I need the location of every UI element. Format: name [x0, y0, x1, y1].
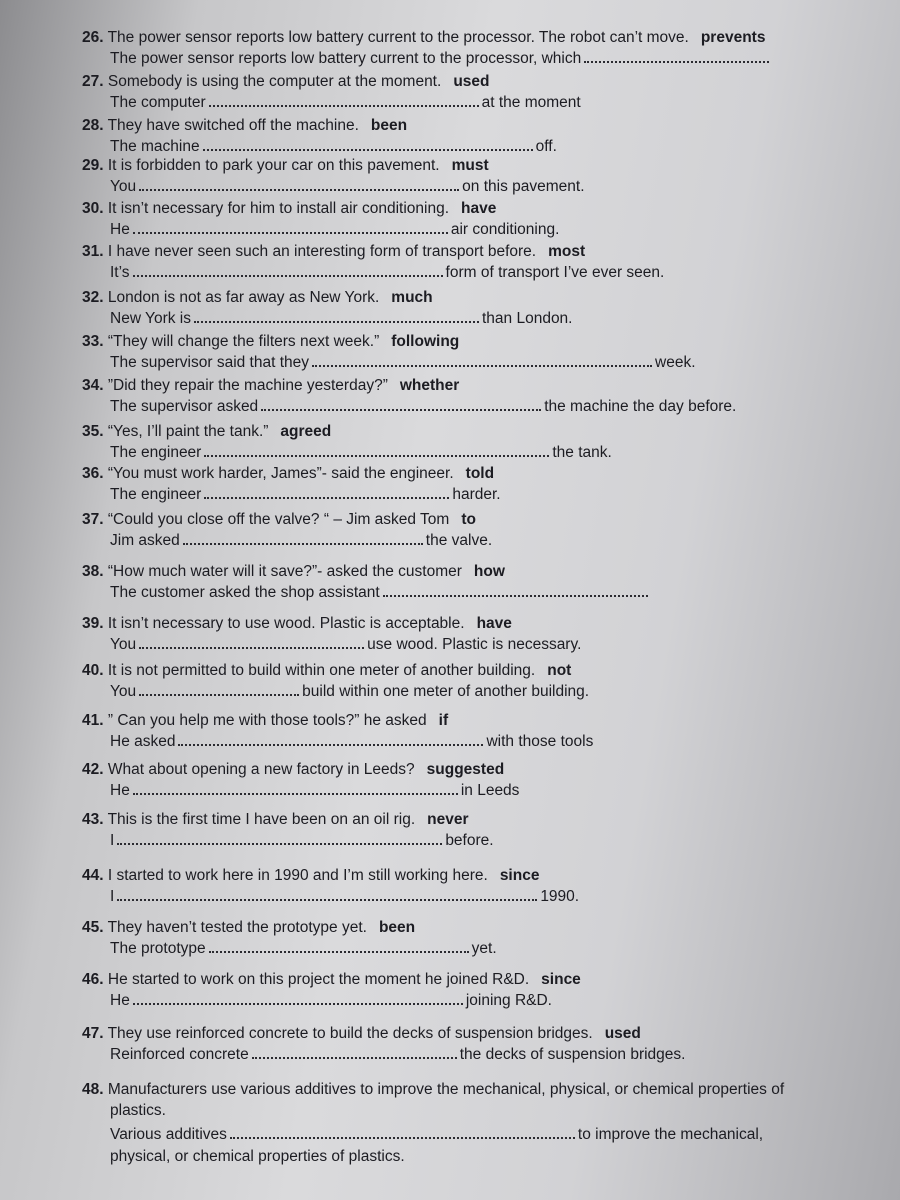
- answer-blank[interactable]: [383, 591, 648, 597]
- answer-lead: I: [110, 832, 115, 849]
- original-sentence: “Could you close off the valve? “ – Jim asked Tom: [107, 511, 450, 528]
- answer-line: [82, 263, 880, 285]
- answer-blank[interactable]: [209, 101, 479, 107]
- keyword: used: [604, 1025, 641, 1042]
- answer-lead: The machine: [110, 138, 200, 155]
- answer-lead: It’s: [110, 264, 130, 281]
- answer-tail-continuation: physical, or chemical properties of plastics.: [110, 1148, 405, 1165]
- item-number: 39.: [82, 615, 104, 632]
- exercise-item: [82, 760, 880, 803]
- original-sentence: ” Can you help me with those tools?” he asked: [107, 712, 427, 729]
- exercise-prompt-line: [82, 760, 880, 781]
- item-number: 41.: [82, 712, 104, 729]
- original-sentence: This is the first time I have been on an oil rig.: [107, 811, 416, 828]
- answer-blank[interactable]: [183, 539, 423, 545]
- original-sentence: It isn’t necessary for him to install air conditioning.: [107, 200, 450, 217]
- answer-tail: harder.: [452, 486, 501, 503]
- original-sentence: ”Did they repair the machine yesterday?”: [107, 377, 388, 394]
- keyword: whether: [399, 377, 460, 394]
- item-number: 40.: [82, 662, 104, 679]
- answer-blank[interactable]: [117, 895, 537, 901]
- exercise-item: [82, 711, 880, 754]
- item-number: 48.: [82, 1081, 104, 1098]
- answer-lead: You: [110, 178, 137, 195]
- answer-blank[interactable]: [584, 57, 769, 63]
- item-number: 44.: [82, 867, 104, 884]
- answer-line: [82, 443, 880, 465]
- item-number: 30.: [82, 200, 104, 217]
- answer-blank[interactable]: [178, 740, 483, 746]
- answer-tail: yet.: [471, 940, 497, 957]
- original-sentence: Somebody is using the computer at the moment.: [107, 73, 442, 90]
- exercise-item: [82, 422, 880, 465]
- item-number: 37.: [82, 511, 104, 528]
- item-number: 29.: [82, 157, 104, 174]
- exercise-prompt-line: [82, 562, 880, 583]
- answer-line: [82, 732, 880, 754]
- answer-lead: The engineer: [110, 444, 202, 461]
- exercise-item: [82, 1024, 880, 1067]
- answer-blank[interactable]: [133, 271, 443, 277]
- keyword: have: [476, 615, 512, 632]
- answer-line: [82, 682, 880, 704]
- exercise-prompt-line: [82, 72, 880, 93]
- exercise-item: [82, 866, 880, 909]
- answer-tail: the tank.: [552, 444, 612, 461]
- answer-lead: New York is: [110, 310, 191, 327]
- keyword: must: [451, 157, 489, 174]
- original-sentence: They haven’t tested the prototype yet.: [107, 919, 367, 936]
- answer-tail: to improve the mechanical,: [577, 1126, 764, 1143]
- answer-blank[interactable]: [204, 493, 449, 499]
- keyword: since: [541, 971, 581, 988]
- original-sentence: He started to work on this project the moment he joined R&D.: [107, 971, 530, 988]
- answer-tail: than London.: [481, 310, 573, 327]
- answer-blank[interactable]: [261, 405, 541, 411]
- original-sentence: They have switched off the machine.: [107, 117, 359, 134]
- exercise-item: [82, 1080, 880, 1167]
- keyword: if: [438, 712, 449, 729]
- answer-line: [82, 1045, 880, 1067]
- answer-line: [82, 309, 880, 331]
- answer-blank[interactable]: [117, 839, 442, 845]
- answer-blank[interactable]: [133, 228, 448, 234]
- exercise-item: [82, 156, 880, 199]
- answer-lead: He: [110, 782, 130, 799]
- exercise-item: [82, 72, 880, 115]
- item-number: 36.: [82, 465, 104, 482]
- exercise-prompt-line: [82, 1024, 880, 1045]
- exercise-prompt-line: [82, 156, 880, 177]
- answer-line: [82, 1125, 880, 1147]
- item-number: 35.: [82, 423, 104, 440]
- item-number: 46.: [82, 971, 104, 988]
- item-number: 28.: [82, 117, 104, 134]
- keyword: following: [391, 333, 460, 350]
- exercise-prompt-line: [82, 242, 880, 263]
- answer-lead: The computer: [110, 94, 206, 111]
- answer-lead: You: [110, 636, 137, 653]
- exercise-item: [82, 376, 880, 419]
- keyword: used: [453, 73, 490, 90]
- original-sentence: What about opening a new factory in Leeds?: [107, 761, 415, 778]
- item-number: 26.: [82, 29, 104, 46]
- exercise-item: [82, 116, 880, 159]
- exercise-item: [82, 199, 880, 242]
- item-number: 34.: [82, 377, 104, 394]
- answer-line: [82, 397, 880, 419]
- exercise-prompt-line: [82, 810, 880, 831]
- answer-line: [82, 991, 880, 1013]
- exercise-prompt-line: [82, 199, 880, 220]
- item-number: 42.: [82, 761, 104, 778]
- answer-line: [82, 353, 880, 375]
- keyword: most: [548, 243, 586, 260]
- answer-line: [82, 49, 880, 71]
- exercise-item: [82, 970, 880, 1013]
- keyword: not: [547, 662, 572, 679]
- item-number: 33.: [82, 333, 104, 350]
- keyword: agreed: [280, 423, 332, 440]
- answer-lead: The supervisor asked: [110, 398, 259, 415]
- answer-lead: The engineer: [110, 486, 202, 503]
- exercise-item: [82, 242, 880, 285]
- original-sentence: It isn’t necessary to use wood. Plastic is acceptable.: [107, 615, 465, 632]
- keyword: since: [499, 867, 540, 884]
- original-sentence: It is not permitted to build within one meter of another building.: [107, 662, 536, 679]
- item-number: 45.: [82, 919, 104, 936]
- exercise-prompt-line: [82, 28, 880, 49]
- exercise-item: [82, 332, 880, 375]
- answer-blank[interactable]: [133, 789, 458, 795]
- answer-tail: joining R&D.: [465, 992, 552, 1009]
- item-number: 32.: [82, 289, 104, 306]
- answer-blank[interactable]: [230, 1133, 575, 1139]
- keyword: been: [370, 117, 408, 134]
- original-sentence: They use reinforced concrete to build the decks of suspension bridges.: [107, 1025, 593, 1042]
- keyword: have: [461, 200, 497, 217]
- answer-tail: use wood. Plastic is necessary.: [367, 636, 582, 653]
- answer-tail: air conditioning.: [450, 221, 560, 238]
- answer-blank[interactable]: [312, 361, 652, 367]
- answer-tail: in Leeds: [460, 782, 520, 799]
- keyword: prevents: [700, 29, 766, 46]
- answer-lead: He asked: [110, 733, 176, 750]
- answer-lead: I: [110, 888, 115, 905]
- exercise-item: [82, 28, 880, 71]
- exercise-prompt-line: [82, 510, 880, 531]
- answer-tail: at the moment: [481, 94, 581, 111]
- exercise-item: [82, 464, 880, 507]
- answer-line: [82, 177, 880, 199]
- original-sentence: “They will change the filters next week.”: [107, 333, 380, 350]
- item-number: 27.: [82, 73, 104, 90]
- exercise-prompt-line: [82, 970, 880, 991]
- exercise-prompt-line: [82, 918, 880, 939]
- answer-blank[interactable]: [194, 317, 479, 323]
- exercise-item: [82, 614, 880, 657]
- answer-tail: the valve.: [425, 532, 493, 549]
- answer-lead: You: [110, 683, 137, 700]
- answer-line: [82, 531, 880, 553]
- original-sentence: Manufacturers use various additives to improve the mechanical, physical, or chemical properties of: [107, 1081, 785, 1098]
- exercise-prompt-line: [82, 116, 880, 137]
- answer-line: [82, 939, 880, 961]
- original-sentence: “Yes, I’ll paint the tank.”: [107, 423, 269, 440]
- answer-tail: 1990.: [540, 888, 580, 905]
- original-sentence: It is forbidden to park your car on this pavement.: [107, 157, 440, 174]
- answer-blank[interactable]: [133, 999, 463, 1005]
- answer-tail: the machine the day before.: [544, 398, 737, 415]
- keyword: told: [465, 465, 495, 482]
- answer-lead: The supervisor said that they: [110, 354, 310, 371]
- answer-lead: The customer asked the shop assistant: [110, 584, 380, 601]
- answer-lead: The power sensor reports low battery current to the processor, which: [110, 50, 582, 67]
- item-number: 31.: [82, 243, 104, 260]
- original-sentence: “You must work harder, James”- said the engineer.: [107, 465, 454, 482]
- answer-blank[interactable]: [209, 947, 469, 953]
- exercise-prompt-line: [82, 464, 880, 485]
- answer-tail: form of transport I’ve ever seen.: [445, 264, 665, 281]
- exercise-prompt-line: [82, 288, 880, 309]
- answer-blank[interactable]: [203, 145, 533, 151]
- answer-tail: before.: [445, 832, 494, 849]
- exercise-prompt-line: [82, 866, 880, 887]
- answer-blank[interactable]: [139, 690, 299, 696]
- answer-lead: He: [110, 221, 130, 238]
- keyword: to: [461, 511, 476, 528]
- answer-lead: Various additives: [110, 1126, 227, 1143]
- exercise-prompt-line: [82, 376, 880, 397]
- exercise-item: [82, 288, 880, 331]
- keyword: suggested: [426, 761, 505, 778]
- keyword: been: [378, 919, 416, 936]
- answer-blank[interactable]: [139, 185, 459, 191]
- keyword: never: [427, 811, 469, 828]
- answer-tail: build within one meter of another building.: [302, 683, 590, 700]
- keyword: how: [473, 563, 505, 580]
- answer-blank[interactable]: [204, 451, 549, 457]
- answer-tail: week.: [655, 354, 696, 371]
- answer-line: [82, 583, 880, 605]
- original-sentence: “How much water will it save?”- asked the customer: [107, 563, 462, 580]
- answer-line: [82, 831, 880, 853]
- original-sentence-continuation: plastics.: [110, 1102, 166, 1119]
- answer-line: [82, 781, 880, 803]
- answer-line: [82, 635, 880, 657]
- answer-blank[interactable]: [139, 643, 364, 649]
- answer-lead: Jim asked: [110, 532, 180, 549]
- answer-lead: The prototype: [110, 940, 206, 957]
- exercise-item: [82, 810, 880, 853]
- answer-blank[interactable]: [252, 1053, 457, 1059]
- item-number: 43.: [82, 811, 104, 828]
- original-sentence: I have never seen such an interesting form of transport before.: [107, 243, 537, 260]
- exercise-item: [82, 918, 880, 961]
- answer-tail: the decks of suspension bridges.: [459, 1046, 686, 1063]
- answer-tail: with those tools: [486, 733, 594, 750]
- exercise-prompt-line: [82, 332, 880, 353]
- keyword: much: [391, 289, 433, 306]
- answer-line: [82, 887, 880, 909]
- item-number: 38.: [82, 563, 104, 580]
- exercise-prompt-line: [82, 661, 880, 682]
- exercise-prompt-line: [82, 1080, 880, 1101]
- answer-lead: He: [110, 992, 130, 1009]
- answer-tail: on this pavement.: [462, 178, 585, 195]
- answer-line: [82, 93, 880, 115]
- original-sentence: The power sensor reports low battery current to the processor. The robot can’t move.: [107, 29, 689, 46]
- exercise-prompt-line: [82, 711, 880, 732]
- answer-line: [82, 220, 880, 242]
- exercise-prompt-line: [82, 614, 880, 635]
- original-sentence: I started to work here in 1990 and I’m still working here.: [107, 867, 488, 884]
- item-number: 47.: [82, 1025, 104, 1042]
- exercise-item: [82, 510, 880, 553]
- answer-lead: Reinforced concrete: [110, 1046, 249, 1063]
- exercise-item: [82, 661, 880, 704]
- answer-line: [82, 485, 880, 507]
- original-sentence: London is not as far away as New York.: [107, 289, 380, 306]
- answer-tail: off.: [535, 138, 557, 155]
- exercise-item: [82, 562, 880, 605]
- exercise-prompt-line: [82, 422, 880, 443]
